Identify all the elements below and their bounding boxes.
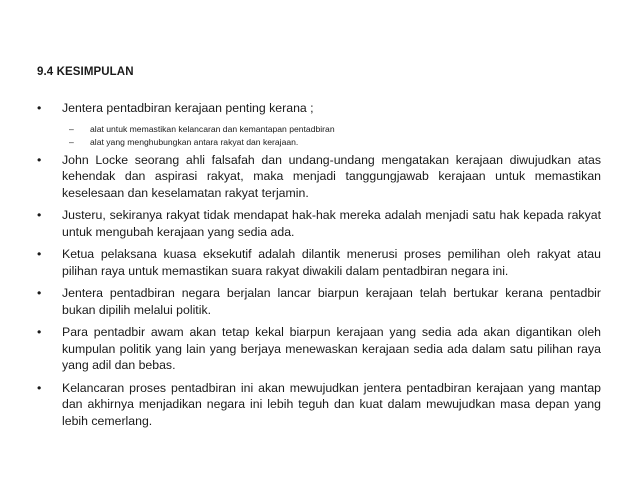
section-heading: 9.4 KESIMPULAN: [37, 66, 134, 78]
bullet-icon: •: [37, 247, 42, 262]
sub-item-text: alat untuk memastikan kelancaran dan kemantapan pentadbiran: [90, 123, 335, 134]
list-item: [37, 246, 601, 279]
item-text: Jentera pentadbiran negara berjalan lancar biarpun kerajaan telah bertukar kerana pentadbir bukan dipilih melalui politik.: [62, 286, 601, 317]
list-item: [37, 285, 601, 318]
item-text: John Locke seorang ahli falsafah dan undang-undang mengatakan kerajaan diwujudkan atas kehendak dan aspirasi rakyat, maka menjadi tanggungjawab kerajaan untuk memastikan keselesaan dan keselamatan rakyat terjamin.: [62, 152, 601, 200]
list-item: [37, 380, 601, 430]
item-text: Justeru, sekiranya rakyat tidak mendapat hak-hak mereka adalah menjadi satu hak kepada rakyat untuk mengubah kerajaan yang sedia ada.: [62, 208, 601, 239]
sub-item-text: alat yang menghubungkan antara rakyat dan kerajaan.: [90, 137, 299, 148]
bullet-icon: •: [37, 325, 42, 340]
bullet-icon: •: [37, 286, 42, 301]
bullet-icon: •: [37, 208, 42, 223]
dash-icon: –: [69, 137, 74, 148]
list-item: [37, 207, 601, 240]
sub-item: [37, 136, 601, 150]
item-text: Ketua pelaksana kuasa eksekutif adalah dilantik menerusi proses pemilihan oleh rakyat atau pilihan raya untuk memastikan suara rakyat diwakili dalam pentadbiran negara ini.: [62, 247, 601, 278]
bullet-icon: •: [37, 152, 42, 167]
list-item: [37, 100, 601, 117]
sub-list: [37, 123, 601, 150]
list-item: [37, 324, 601, 374]
item-text: Kelancaran proses pentadbiran ini akan mewujudkan jentera pentadbiran kerajaan yang mantap dan akhirnya menjadikan negara ini lebih teguh dan kuat dalam mewujudkan masa depan yang lebih cemerlang.: [62, 380, 601, 428]
item-text: Para pentadbir awam akan tetap kekal biarpun kerajaan yang sedia ada akan digantikan oleh kumpulan politik yang lain yang berjaya menewaskan kerajaan sedia ada dalam satu pilihan raya yang adil dan bebas.: [62, 325, 601, 373]
bullet-list: [37, 100, 601, 435]
bullet-icon: •: [37, 101, 42, 115]
list-item: [37, 152, 601, 202]
item-text: Jentera pentadbiran kerajaan penting kerana ;: [62, 101, 314, 115]
sub-item: [37, 123, 601, 137]
bullet-icon: •: [37, 380, 42, 395]
dash-icon: –: [69, 123, 74, 134]
